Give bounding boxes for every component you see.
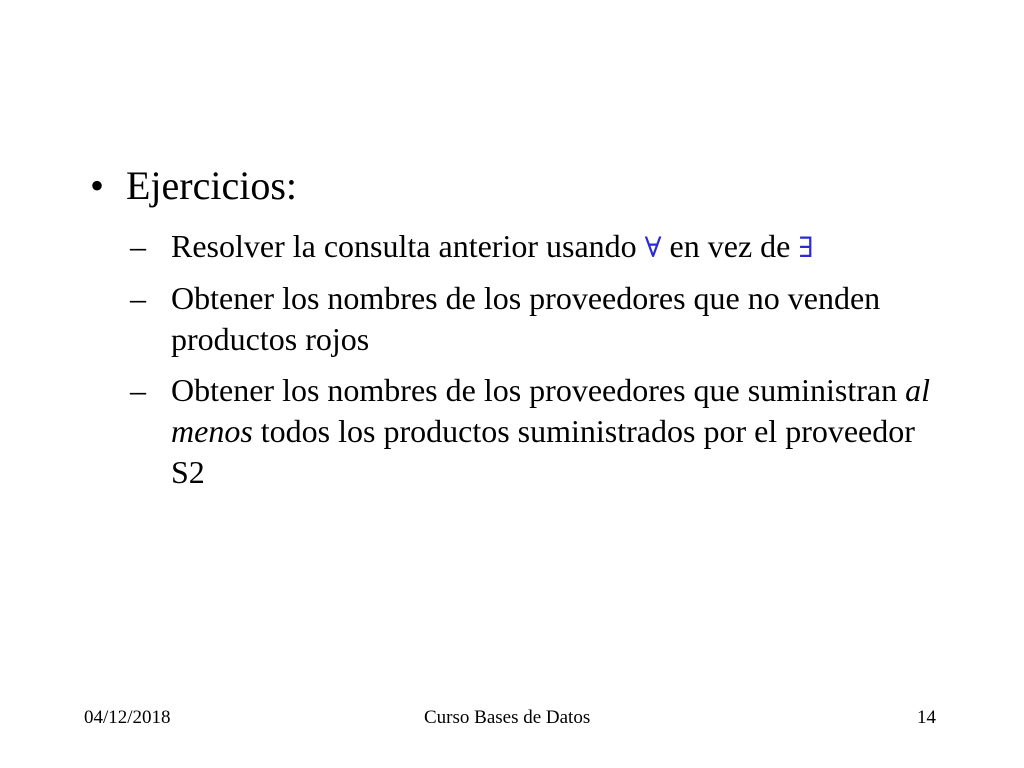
item-text-after: todos los productos suministrados por el proveedor S2: [171, 413, 915, 490]
main-bullet: [90, 162, 297, 210]
footer-page-number: 14: [917, 707, 936, 728]
sub-bullet-list: [130, 226, 950, 503]
bullet-icon: •: [90, 163, 105, 208]
forall-symbol: ∀: [644, 231, 662, 264]
bullet-heading: Ejercicios:: [126, 163, 298, 208]
item-emphasis: al menos: [171, 372, 930, 449]
item-text-before: Obtener los nombres de los proveedores que suministran: [171, 372, 906, 408]
dash-icon: –: [130, 372, 146, 408]
sub-item-al-menos: [130, 370, 950, 493]
footer-date: 04/12/2018: [84, 707, 171, 728]
exists-symbol: ∃: [798, 231, 814, 264]
dash-icon: –: [130, 228, 146, 264]
item-text: Obtener los nombres de los proveedores que no venden productos rojos: [171, 280, 881, 357]
item-text-before: Resolver la consulta anterior usando: [171, 228, 645, 264]
sub-item-resolver: [130, 226, 950, 268]
dash-icon: –: [130, 280, 146, 316]
item-text-middle: en vez de: [661, 228, 799, 264]
footer-title: Curso Bases de Datos: [424, 707, 591, 728]
sub-item-no-rojos: [130, 278, 950, 360]
